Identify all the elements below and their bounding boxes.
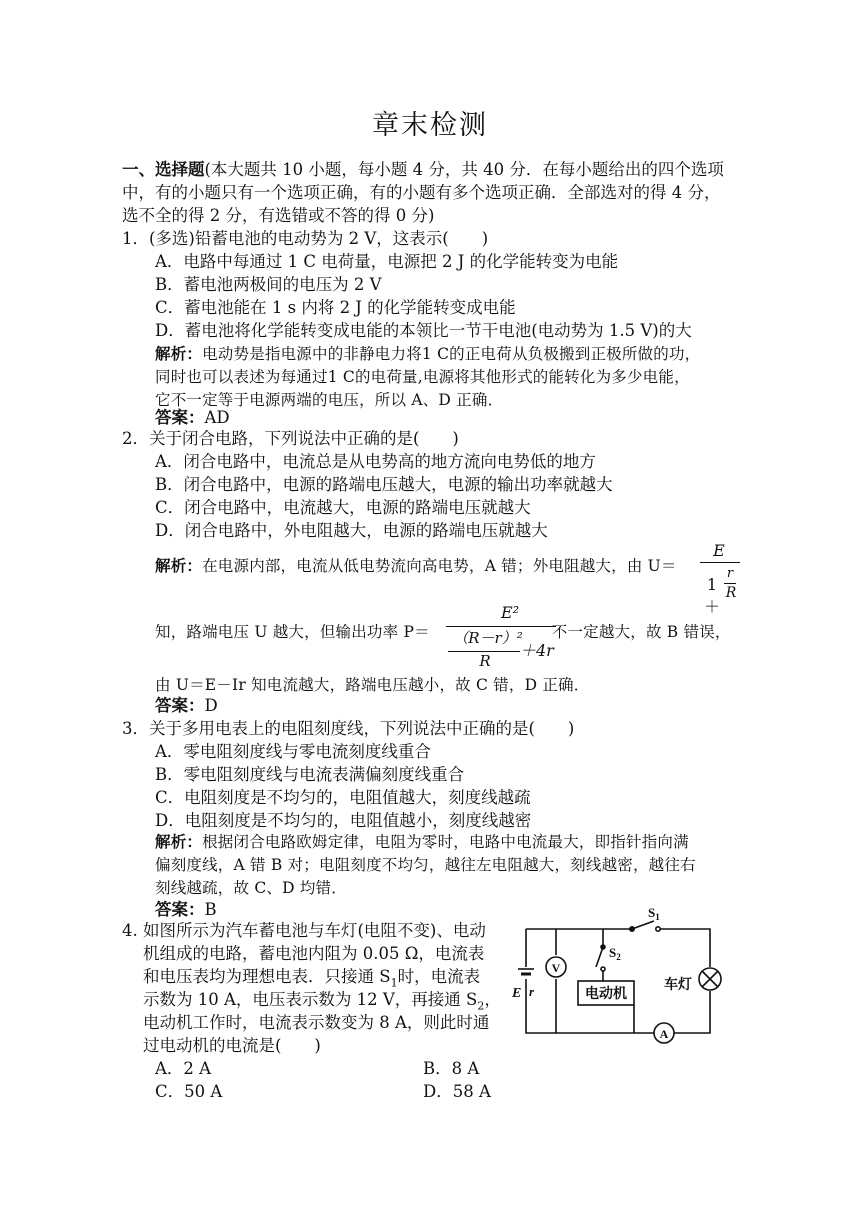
q3-stem: 3．关于多用电表上的电阻刻度线，下列说法中正确的是( ) <box>122 719 575 738</box>
answer-value: D <box>204 696 218 715</box>
fraction-1-denominator: 1＋ <box>703 575 720 616</box>
answer-label: 答案： <box>155 696 205 715</box>
q1-option-c: C．蓄电池能在 1 s 内将 2 J 的化学能转变成电能 <box>155 298 516 317</box>
subscript: 1 <box>390 976 398 990</box>
answer-label: 答案： <box>155 900 205 919</box>
switch-s1-contact <box>656 927 660 931</box>
answer-value: B <box>204 900 217 919</box>
analysis-label: 解析： <box>155 832 203 851</box>
section-intro-line-2: 中，有的小题只有一个选项正确，有的小题有多个选项正确．全部选对的得 4 分， <box>122 183 721 202</box>
answer-label: 答案： <box>155 408 205 427</box>
fraction-2-inner-denominator: R <box>479 652 491 670</box>
q3-analysis-line-3: 刻线越疏，故 C、D 均错． <box>155 879 347 897</box>
switch-s2-blade <box>596 947 603 967</box>
q2-stem: 2．关于闭合电路，下列说法中正确的是( ) <box>122 429 459 448</box>
q4-text: 示数为 10 A，电压表示数为 12 V，再接通 S <box>143 990 478 1009</box>
section-intro-text: (本大题共 10 小题，每小题 4 分，共 40 分．在每小题给出的四个选项 <box>204 160 724 179</box>
analysis-text: 知，路端电压 U 越大，但输出功率 P＝ <box>155 623 430 641</box>
fraction-2-plus-term: ＋4r <box>520 641 554 660</box>
q4-stem-line-1: 4. 如图所示为汽车蓄电池与车灯(电阻不变)、电动 <box>122 921 486 940</box>
wire-right-bottom <box>674 991 710 1033</box>
analysis-label: 解析： <box>155 556 203 575</box>
fraction-2-inner-numerator: （R－r）² <box>453 629 523 647</box>
switch-s2-contact <box>601 967 605 971</box>
q3-analysis-line-2: 偏刻度线，A 错 B 对；电阻刻度不均匀，越往左电阻越大，刻线越密，越往右 <box>155 856 696 874</box>
circuit-diagram <box>508 905 730 1045</box>
q1-option-d: D．蓄电池将化学能转变成电能的本领比一节干电池(电动势为 1.5 V)的大 <box>155 321 692 340</box>
switch-s1-label: $S_1$ <box>648 905 660 922</box>
q3-analysis-line-1 <box>155 831 689 853</box>
analysis-text: 不一定越大，故 B 错误， <box>551 623 731 641</box>
q1-analysis-line-1 <box>155 343 700 365</box>
q3-answer <box>155 899 217 921</box>
switch-s1-blade <box>632 921 654 929</box>
q3-option-c: C．电阻刻度是不均匀的，电阻值越大，刻度线越疏 <box>155 788 531 807</box>
q4-text: 时，电流表 <box>397 967 481 986</box>
q4-option-a: A．2 A <box>155 1059 212 1078</box>
q1-analysis-line-2: 同时也可以表述为每通过1 C的电荷量,电源将其他形式的能转化为多少电能， <box>155 368 690 386</box>
switch-s2-label: $S_2$ <box>609 945 621 962</box>
fraction-1-inner-numerator: r <box>726 566 734 581</box>
q4-option-d: D．58 A <box>423 1082 491 1101</box>
q4-stem-line-2: 机组成的电路，蓄电池内阻为 0.05 Ω，电流表 <box>143 944 485 963</box>
wire-top-right <box>658 929 710 967</box>
q2-analysis-line-3: 由 U＝E－Ir 知电流越大，路端电压越小，故 C 错，D 正确． <box>155 676 590 694</box>
q2-option-b: B．闭合电路中，电源的路端电压越大，电源的输出功率就越大 <box>155 475 613 494</box>
q4-option-b: B．8 A <box>423 1059 480 1078</box>
emf-label: E <box>512 986 522 1001</box>
q4-text: ， <box>484 990 501 1009</box>
analysis-text: 在电源内部，电流从低电势流向高电势，A 错；外电阻越大，由 U＝ <box>202 557 677 575</box>
lamp-label: 车灯 <box>664 977 692 993</box>
ammeter-label: A <box>659 1027 669 1041</box>
q2-option-d: D．闭合电路中，外电阻越大，电源的路端电压就越大 <box>155 521 548 540</box>
fraction-2-numerator: E² <box>500 603 520 622</box>
analysis-label: 解析： <box>155 344 203 363</box>
analysis-text: 电动势是指电源中的非静电力将1 C的正电荷从负极搬到正极所做的功， <box>202 345 701 363</box>
fraction-1-bar <box>700 562 740 563</box>
q4-stem-line-5: 电动机工作时，电流表示数变为 8 A，则此时通 <box>143 1013 490 1032</box>
q1-answer <box>155 407 230 429</box>
q1-option-a: A．电路中每通过 1 C 电荷量，电源把 2 J 的化学能转变为电能 <box>155 252 619 271</box>
section-intro-line-1 <box>122 159 724 181</box>
q2-analysis-line-2 <box>155 621 731 643</box>
voltmeter-label: V <box>551 961 561 975</box>
analysis-text: 根据闭合电路欧姆定律，电阻为零时，电路中电流最大，即指针指向满 <box>202 833 689 851</box>
section-intro-line-3: 选不全的得 2 分，有选错或不答的得 0 分) <box>122 206 435 225</box>
q1-analysis-line-3: 它不一定等于电源两端的电压，所以 A、D 正确． <box>155 391 504 409</box>
q4-option-c: C．50 A <box>155 1082 223 1101</box>
q2-option-c: C．闭合电路中，电流越大，电源的路端电压就越大 <box>155 498 531 517</box>
fraction-1-numerator: E <box>713 541 725 560</box>
q1-option-b: B．蓄电池两极间的电压为 2 V <box>155 275 382 294</box>
q3-option-d: D．电阻刻度是不均匀的，电阻值越小，刻度线越密 <box>155 811 532 830</box>
q4-text: 和电压表均为理想电表．只接通 S <box>143 967 391 986</box>
q2-answer <box>155 695 218 717</box>
fraction-1-inner-bar <box>724 583 736 584</box>
q2-analysis-line-1 <box>155 555 677 577</box>
motor-label: 电动机 <box>585 986 627 1002</box>
q3-option-a: A．零电阻刻度线与零电流刻度线重合 <box>155 742 431 761</box>
answer-value: AD <box>204 408 230 427</box>
q1-stem: 1．(多选)铅蓄电池的电动势为 2 V，这表示( ) <box>122 229 489 248</box>
q4-stem-line-6: 过电动机的电流是( ) <box>143 1036 321 1055</box>
q2-option-a: A．闭合电路中，电流总是从电势高的地方流向电势低的地方 <box>155 452 596 471</box>
subscript: 2 <box>477 999 485 1013</box>
section-heading: 一、选择题 <box>122 160 205 179</box>
fraction-1-inner-denominator: R <box>725 585 737 601</box>
internal-resistance-label: r <box>529 984 535 999</box>
page-title: 章末检测 <box>372 110 488 141</box>
q3-option-b: B．零电阻刻度线与电流表满偏刻度线重合 <box>155 765 465 784</box>
